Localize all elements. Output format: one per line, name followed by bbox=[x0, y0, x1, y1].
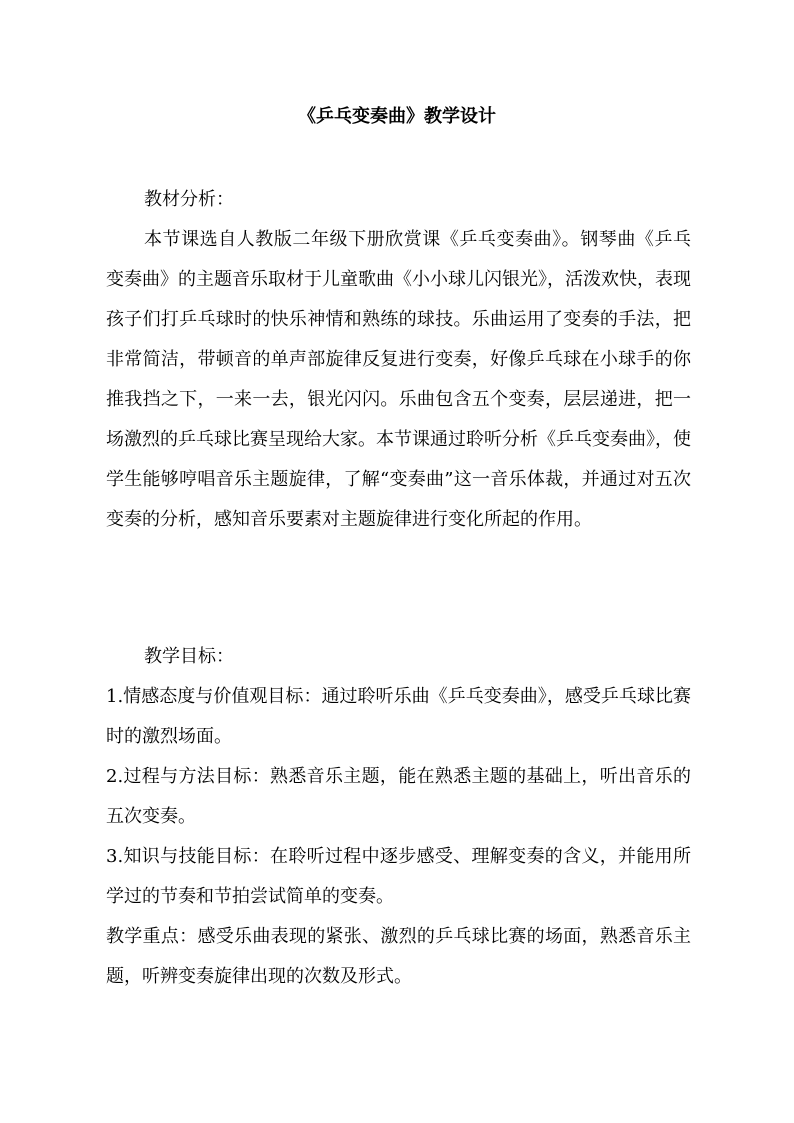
document-title: 《乒乓变奏曲》教学设计 bbox=[298, 106, 496, 127]
key-point-paragraph: 教学重点：感受乐曲表现的紧张、激烈的乒乓球比赛的场面，熟悉音乐主题，听辨变奏旋律出现的次数及形式。 bbox=[106, 926, 691, 987]
goal-item-emotion: 1.情感态度与价值观目标：通过聆听乐曲《乒乓变奏曲》，感受乒乓球比赛时的激烈场面。 bbox=[106, 686, 691, 747]
goals-heading: 教学目标： bbox=[144, 646, 234, 667]
analysis-paragraph: 本节课选自人教版二年级下册欣赏课《乒乓变奏曲》。钢琴曲《乒乓变奏曲》的主题音乐取材于儿童歌曲《小小球儿闪银光》，活泼欢快，表现孩子们打乒乓球时的快乐神情和熟练的球技。乐曲运用了变奏的手法，把非常简洁，带顿音的单声部旋律反复进行变奏，好像乒乓球在小球手的你推我挡之下，一来一去，银光闪闪。乐曲包含五个变奏，层层递进，把一场激烈的乒乓球比赛呈现给大家。本节课通过聆听分析《乒乓变奏曲》，使学生能够哼唱音乐主题旋律，了解“变奏曲”这一音乐体裁，并通过对五次变奏的分析，感知音乐要素对主题旋律进行变化所起的作用。 bbox=[106, 229, 691, 530]
goals-section bbox=[106, 637, 691, 997]
analysis-section bbox=[106, 180, 691, 540]
goal-item-process: 2.过程与方法目标：熟悉音乐主题，能在熟悉主题的基础上，听出音乐的五次变奏。 bbox=[106, 766, 691, 827]
analysis-heading: 教材分析： bbox=[144, 189, 234, 210]
goal-item-knowledge: 3.知识与技能目标：在聆听过程中逐步感受、理解变奏的含义，并能用所学过的节奏和节拍尝试简单的变奏。 bbox=[106, 846, 691, 907]
